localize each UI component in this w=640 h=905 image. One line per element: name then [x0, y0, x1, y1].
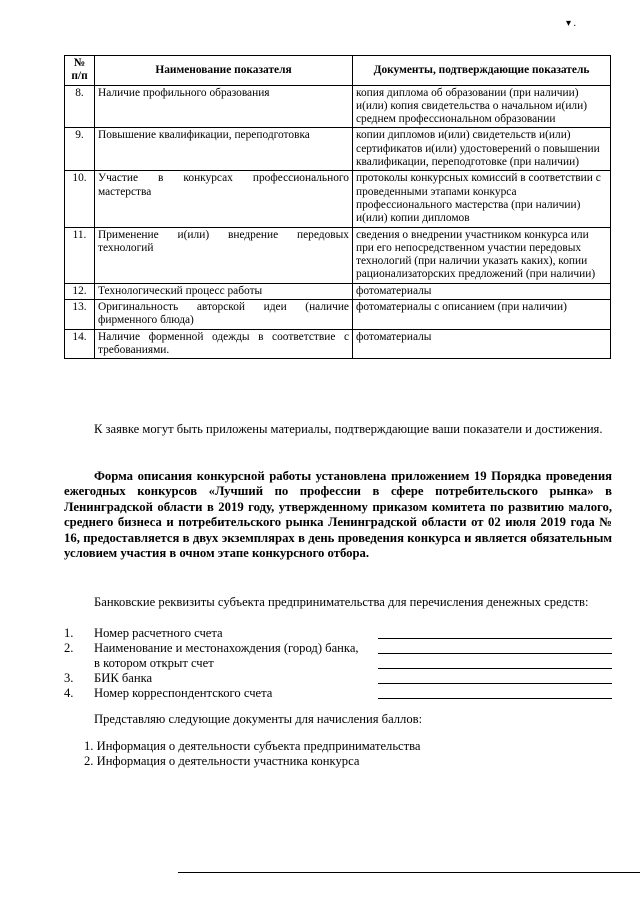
bank-field-corr-account	[64, 686, 612, 701]
row-name: Участие в конкурсах профессионального мастерства	[95, 171, 353, 227]
attachment-note: К заявке могут быть приложены материалы, подтверждающие ваши показатели и достижения.	[94, 422, 603, 436]
bank-field-number: 2.	[64, 641, 74, 655]
fill-in-line	[378, 638, 612, 639]
row-documents: копия диплома об образовании (при наличии) и(или) копия свидетельства о начальном и(или) среднем профессиональном образовании	[353, 85, 611, 128]
row-name: Наличие профильного образования	[95, 85, 353, 128]
fill-in-line	[378, 683, 612, 684]
row-number: 12.	[65, 283, 95, 299]
documents-list	[84, 739, 421, 769]
header-documents: Документы, подтверждающие показатель	[353, 56, 611, 86]
row-name: Технологический процесс работы	[95, 283, 353, 299]
table-row	[65, 85, 611, 128]
row-documents: фотоматериалы	[353, 329, 611, 359]
header-number: № п/п	[65, 56, 95, 86]
row-documents: фотоматериалы	[353, 283, 611, 299]
list-item: 1. Информация о деятельности субъекта предпринимательства	[84, 739, 421, 753]
bottom-divider	[178, 872, 640, 873]
row-name: Применение и(или) внедрение передовых технологий	[95, 227, 353, 283]
bank-details-list	[64, 626, 612, 701]
bank-field-label: Наименование и местонахождения (город) банка,	[94, 641, 359, 655]
fill-in-line	[378, 698, 612, 699]
table-row	[65, 329, 611, 359]
criteria-table	[64, 55, 611, 359]
fill-in-line	[378, 653, 612, 654]
table-row	[65, 283, 611, 299]
documents-intro: Представляю следующие документы для начисления баллов:	[94, 712, 423, 726]
row-number: 14.	[65, 329, 95, 359]
bank-field-bank-name	[64, 641, 612, 656]
bank-details-intro: Банковские реквизиты субъекта предпринимательства для перечисления денежных средств:	[94, 595, 589, 609]
form-description: Форма описания конкурсной работы установлена приложением 19 Порядка проведения ежегодных конкурсов «Лучший по профессии в сфере потребительского рынка» в Ленинградской области в 2019 году, утвержденному приказом комитета по развитию малого, среднего бизнеса и потребительского рынка Ленинградской области от 02 июля 2019 года № 16, предоставляется в двух экземплярах в день проведения конкурса и является обязательным условием участия в очном этапе конкурсного отбора.	[64, 469, 612, 561]
table-row	[65, 227, 611, 283]
row-documents: фотоматериалы с описанием (при наличии)	[353, 300, 611, 330]
row-documents: сведения о внедрении участником конкурса или при его непосредственном участии передовых технологий (при наличии указать каких), копии рационализаторских предложений (при наличии)	[353, 227, 611, 283]
row-number: 9.	[65, 128, 95, 171]
table-row	[65, 171, 611, 227]
bank-field-bik	[64, 671, 612, 686]
row-documents: протоколы конкурсных комиссий в соответствии с проведенными этапами конкурса профессионального мастерства (при наличии) и(или) копии дипломов	[353, 171, 611, 227]
bank-field-label: Номер расчетного счета	[94, 626, 223, 640]
row-number: 11.	[65, 227, 95, 283]
header-name: Наименование показателя	[95, 56, 353, 86]
bank-field-label: БИК банка	[94, 671, 153, 685]
bank-field-account	[64, 626, 612, 641]
bank-field-number: 1.	[64, 626, 74, 640]
bank-field-label: в котором открыт счет	[94, 656, 214, 670]
bank-field-number: 3.	[64, 671, 74, 685]
table-header-row	[65, 56, 611, 86]
row-name: Оригинальность авторской идеи (наличие фирменного блюда)	[95, 300, 353, 330]
row-name: Наличие форменной одежды в соответствие с требованиями.	[95, 329, 353, 359]
table-row	[65, 128, 611, 171]
row-documents: копии дипломов и(или) свидетельств и(или) сертификатов и(или) удостоверений о повышении квалификации, переподготовке (при наличии)	[353, 128, 611, 171]
row-name: Повышение квалификации, переподготовка	[95, 128, 353, 171]
row-number: 13.	[65, 300, 95, 330]
scan-mark: ▾ .	[566, 18, 577, 29]
row-number: 8.	[65, 85, 95, 128]
table-row	[65, 300, 611, 330]
fill-in-line	[378, 668, 612, 669]
row-number: 10.	[65, 171, 95, 227]
list-item: 2. Информация о деятельности участника конкурса	[84, 754, 360, 768]
bank-field-bank-name-cont	[64, 656, 612, 671]
bank-field-label: Номер корреспондентского счета	[94, 686, 273, 700]
bank-field-number: 4.	[64, 686, 74, 700]
